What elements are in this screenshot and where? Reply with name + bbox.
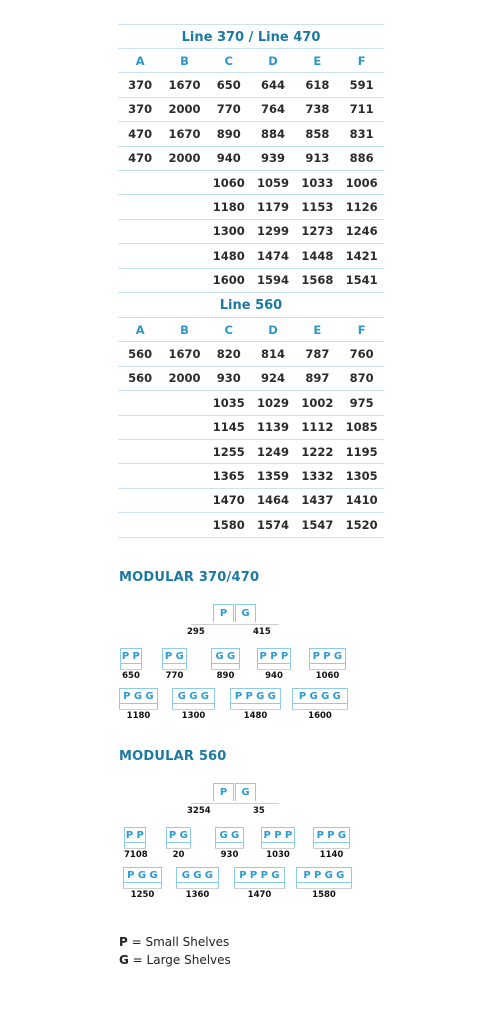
module-width-label: 1580 [296, 888, 352, 900]
shelf-pair [213, 604, 256, 622]
small-shelf-letter: P [123, 690, 131, 702]
small-shelf-letter: P [263, 829, 272, 841]
table-cell: 1670 [168, 126, 201, 141]
table-cell: 1060 [212, 175, 245, 190]
module-width-label: 1470 [234, 888, 285, 900]
legend [119, 933, 231, 969]
table-cell: 1249 [257, 444, 290, 459]
large-shelf-letter: G [189, 690, 198, 702]
large-shelf-letter: G [324, 869, 334, 881]
module-width-label: 770 [162, 669, 187, 681]
large-shelf-letter: G [227, 650, 236, 662]
table-header-row [118, 49, 384, 73]
column-header: D [268, 53, 278, 68]
table-row [118, 513, 384, 537]
module-width-label: 1360 [176, 888, 219, 900]
table-cell: 1670 [168, 78, 201, 93]
module-width-label: 1140 [313, 848, 350, 860]
large-shelf-letter: G [179, 829, 189, 841]
small-shelf-letter: P [121, 650, 130, 662]
large-shelf-letter: G [336, 869, 345, 881]
small-shelf-box: P [213, 783, 234, 801]
table-cell: 1195 [345, 444, 378, 459]
small-shelf-letter: P [323, 650, 331, 662]
table-cell: 1359 [257, 469, 290, 484]
table-row [118, 220, 384, 244]
table-row [118, 147, 384, 171]
small-shelf-letter: P [274, 829, 282, 841]
table-cell: 1421 [345, 248, 378, 263]
table-cell: 618 [305, 78, 330, 93]
table-cell: 1246 [345, 224, 378, 239]
pair-right-width: 35 [253, 806, 265, 816]
table-cell: 1332 [301, 469, 334, 484]
module-width-label: 930 [215, 848, 244, 860]
small-shelf-letter: P [239, 869, 247, 881]
module-configuration [162, 648, 187, 681]
table-cell: 1464 [257, 493, 290, 508]
table-row [118, 440, 384, 464]
table-cell: 1112 [301, 420, 334, 435]
table-cell: 1035 [212, 395, 245, 410]
table-cell: 1580 [212, 517, 245, 532]
small-shelf-letter: P [313, 869, 322, 881]
legend-item-small: P = Small Shelves [119, 935, 230, 949]
large-shelf-letter: G [215, 650, 224, 662]
table-cell: 1153 [301, 200, 334, 215]
table-cell: 1437 [301, 493, 334, 508]
table-cell: 1305 [345, 469, 378, 484]
table-cell: 1474 [257, 248, 290, 263]
table-row [118, 416, 384, 440]
small-shelf-letter: P [260, 869, 269, 881]
small-shelf-letter: P [303, 869, 311, 881]
table-cell: 370 [128, 102, 153, 117]
table-cell: 650 [216, 78, 241, 93]
module-configuration [123, 867, 162, 900]
module-configuration [309, 648, 346, 681]
small-shelf-letter: P [312, 650, 321, 662]
table-cell: 560 [128, 371, 153, 386]
small-shelf-letter: P [136, 829, 145, 841]
large-shelf-letter: G [181, 869, 191, 881]
table-row [118, 195, 384, 219]
large-shelf-letter: G [267, 690, 277, 702]
table-cell: 470 [128, 126, 153, 141]
table-cell: 1574 [257, 517, 290, 532]
table-cell: 1006 [345, 175, 378, 190]
module-configuration [172, 688, 215, 721]
module-width-label: 890 [211, 669, 240, 681]
large-shelf-letter: G [332, 690, 342, 702]
pair-left-width: 295 [187, 627, 205, 637]
table-cell: 886 [349, 151, 374, 166]
small-shelf-letter: P [125, 829, 134, 841]
table-row [118, 464, 384, 488]
table-row [118, 489, 384, 513]
table-cell: 1180 [212, 200, 245, 215]
table-cell: 975 [349, 395, 374, 410]
table-cell: 1145 [212, 420, 245, 435]
column-header: E [313, 53, 322, 68]
small-shelf-letter: P [284, 829, 293, 841]
table-cell: 930 [216, 371, 241, 386]
table-cell: 814 [261, 347, 286, 362]
table-row [118, 269, 384, 293]
table-row [118, 98, 384, 122]
table-cell: 1222 [301, 444, 334, 459]
table-cell: 1470 [212, 493, 245, 508]
large-shelf-letter: G [200, 690, 210, 702]
table-cell: 1448 [301, 248, 334, 263]
module-width-label: 1060 [309, 669, 346, 681]
small-shelf-letter: P [316, 829, 325, 841]
column-header: F [357, 322, 366, 337]
module-width-label: 20 [166, 848, 191, 860]
large-shelf-letter: G [145, 690, 154, 702]
table-cell: 787 [305, 347, 330, 362]
table-title: Line 560 [118, 293, 384, 318]
table-row [118, 367, 384, 391]
large-shelf-letter: G [231, 829, 240, 841]
table-cell: 470 [128, 151, 153, 166]
small-shelf-letter: P [327, 829, 335, 841]
module-width-label: 650 [120, 669, 142, 681]
column-header: A [135, 322, 145, 337]
table-cell: 738 [305, 102, 330, 117]
module-configuration [230, 688, 281, 721]
column-header: D [268, 322, 278, 337]
small-shelf-letter: P [127, 869, 135, 881]
table-line-560 [118, 293, 384, 538]
table-cell: 1002 [301, 395, 334, 410]
column-header: C [224, 53, 233, 68]
table-cell: 711 [349, 102, 374, 117]
small-shelf-letter: P [164, 650, 173, 662]
table-cell: 2000 [168, 102, 201, 117]
module-configuration [124, 827, 146, 860]
large-shelf-letter: G [193, 869, 202, 881]
table-cell: 939 [261, 151, 286, 166]
table-cell: 1255 [212, 444, 245, 459]
module-configuration [120, 648, 142, 681]
table-cell: 924 [261, 371, 286, 386]
table-cell: 1480 [212, 248, 245, 263]
pair-right-width: 415 [253, 627, 271, 637]
table-cell: 1033 [301, 175, 334, 190]
legend-item-large: G = Large Shelves [119, 953, 231, 967]
table-cell: 1029 [257, 395, 290, 410]
table-row [118, 342, 384, 366]
large-shelf-letter: G [333, 650, 343, 662]
table-cell: 764 [261, 102, 286, 117]
table-cell: 1600 [212, 273, 245, 288]
table-cell: 890 [216, 126, 241, 141]
module-configuration [166, 827, 191, 860]
column-header: C [224, 322, 233, 337]
table-cell: 1059 [257, 175, 290, 190]
large-shelf-letter: G [309, 690, 319, 702]
table-cell: 870 [349, 371, 374, 386]
module-configuration [292, 688, 348, 721]
table-cell: 1520 [345, 517, 378, 532]
table-cell: 1299 [257, 224, 290, 239]
small-shelf-letter: P [132, 650, 141, 662]
small-shelf-letter: P [298, 690, 307, 702]
small-shelf-letter: P [270, 650, 278, 662]
large-shelf-letter: G [204, 869, 214, 881]
table-cell: 1547 [301, 517, 334, 532]
table-row [118, 244, 384, 268]
large-shelf-letter: G [133, 690, 143, 702]
table-cell: 858 [305, 126, 330, 141]
large-shelf-letter: G [137, 869, 147, 881]
large-shelf-box: G [235, 604, 256, 622]
large-shelf-letter: G [175, 650, 185, 662]
large-shelf-letter: G [177, 690, 187, 702]
column-header: A [135, 53, 145, 68]
column-header: B [180, 322, 189, 337]
table-cell: 1179 [257, 200, 290, 215]
modular-560-title: MODULAR 560 [119, 749, 227, 764]
table-cell: 897 [305, 371, 330, 386]
pair-left-width: 3254 [187, 806, 211, 816]
module-configuration [119, 688, 158, 721]
small-shelf-letter: P [245, 690, 254, 702]
small-shelf-letter: P [249, 869, 258, 881]
column-header: B [180, 53, 189, 68]
table-cell: 831 [349, 126, 374, 141]
small-shelf-box: P [213, 604, 234, 622]
table-cell: 1670 [168, 347, 201, 362]
module-width-label: 1600 [292, 709, 348, 721]
table-cell: 560 [128, 347, 153, 362]
table-header-row [118, 318, 384, 342]
table-cell: 1410 [345, 493, 378, 508]
small-shelf-letter: P [280, 650, 289, 662]
table-cell: 770 [216, 102, 241, 117]
module-configuration [215, 827, 244, 860]
table-cell: 2000 [168, 371, 201, 386]
table-cell: 1568 [301, 273, 334, 288]
large-shelf-letter: G [321, 690, 330, 702]
module-width-label: 1250 [123, 888, 162, 900]
module-configuration [257, 648, 291, 681]
shelf-pair [213, 783, 256, 801]
table-cell: 820 [216, 347, 241, 362]
module-width-label: 940 [257, 669, 291, 681]
table-cell: 1300 [212, 224, 245, 239]
table-cell: 591 [349, 78, 374, 93]
table-line-370-470 [118, 24, 384, 293]
table-cell: 940 [216, 151, 241, 166]
table-cell: 370 [128, 78, 153, 93]
module-configuration [211, 648, 240, 681]
small-shelf-letter: P [259, 650, 268, 662]
module-configuration [176, 867, 219, 900]
table-row [118, 171, 384, 195]
module-width-label: 1480 [230, 709, 281, 721]
table-cell: 1273 [301, 224, 334, 239]
large-shelf-letter: G [337, 829, 347, 841]
table-cell: 644 [261, 78, 286, 93]
large-shelf-letter: G [219, 829, 228, 841]
table-cell: 1541 [345, 273, 378, 288]
table-cell: 1594 [257, 273, 290, 288]
table-cell: 1085 [345, 420, 378, 435]
table-row [118, 73, 384, 97]
table-cell: 760 [349, 347, 374, 362]
large-shelf-letter: G [271, 869, 280, 881]
column-header: E [313, 322, 322, 337]
column-header: F [357, 53, 366, 68]
module-width-label: 1300 [172, 709, 215, 721]
module-width-label: 1180 [119, 709, 158, 721]
module-configuration [261, 827, 295, 860]
module-configuration [234, 867, 285, 900]
table-cell: 1126 [345, 200, 378, 215]
table-row [118, 391, 384, 415]
table-row [118, 122, 384, 146]
large-shelf-letter: G [149, 869, 158, 881]
modular-370-470-title: MODULAR 370/470 [119, 570, 260, 585]
module-configuration [296, 867, 352, 900]
large-shelf-box: G [235, 783, 256, 801]
module-width-label: 1030 [261, 848, 295, 860]
module-configuration [313, 827, 350, 860]
small-shelf-letter: P [234, 690, 243, 702]
table-title: Line 370 / Line 470 [118, 24, 384, 49]
table-cell: 1365 [212, 469, 245, 484]
table-cell: 913 [305, 151, 330, 166]
table-cell: 2000 [168, 151, 201, 166]
table-cell: 1139 [257, 420, 290, 435]
table-cell: 884 [261, 126, 286, 141]
module-width-label: 7108 [124, 850, 148, 860]
small-shelf-letter: P [168, 829, 177, 841]
large-shelf-letter: G [256, 690, 265, 702]
